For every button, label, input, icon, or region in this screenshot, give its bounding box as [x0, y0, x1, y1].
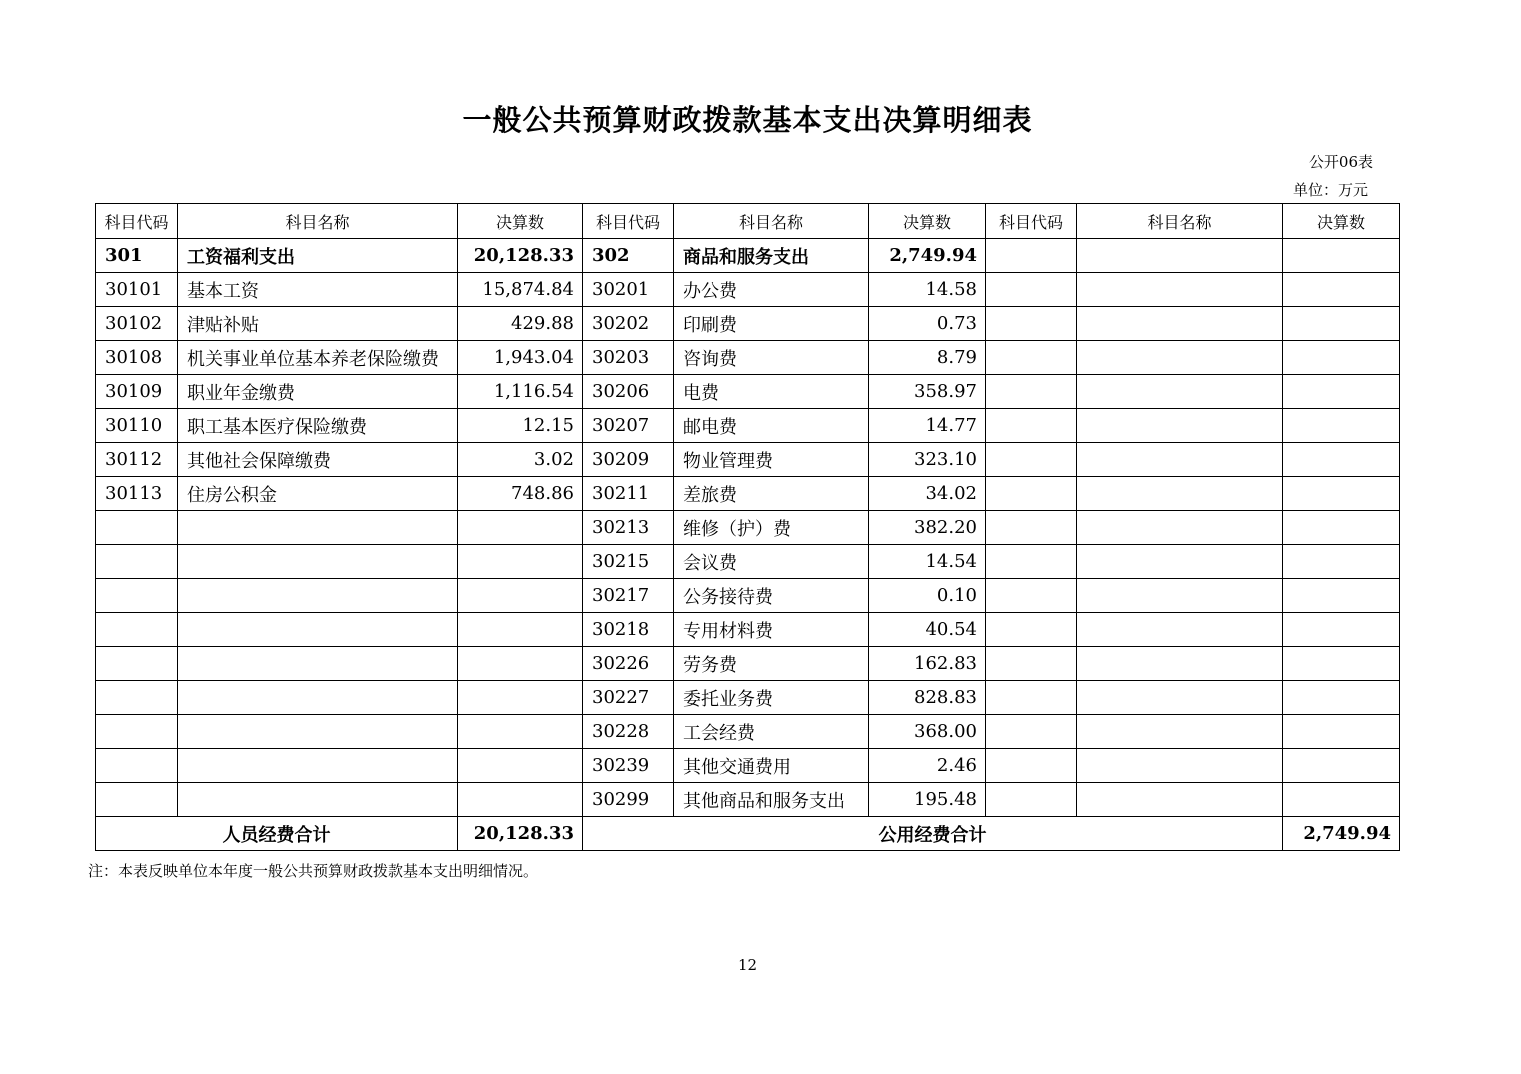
personnel-total-label: 人员经费合计 — [96, 817, 458, 851]
cell-amount-3 — [1283, 749, 1400, 783]
table-row — [96, 681, 1400, 715]
cell-name-1 — [178, 715, 458, 749]
cell-name-1 — [178, 511, 458, 545]
cell-name-3 — [1077, 749, 1283, 783]
cell-name-1 — [178, 681, 458, 715]
cell-amount-1 — [458, 749, 583, 783]
cell-code-3 — [986, 477, 1077, 511]
table-row — [96, 613, 1400, 647]
cell-code-1 — [96, 579, 178, 613]
cell-name-2: 电费 — [674, 375, 869, 409]
cell-amount-1 — [458, 511, 583, 545]
cell-code-3 — [986, 715, 1077, 749]
cell-code-3 — [986, 749, 1077, 783]
cell-code-3 — [986, 783, 1077, 817]
cell-code-2: 30215 — [583, 545, 674, 579]
cell-amount-2: 34.02 — [869, 477, 986, 511]
cell-code-1: 301 — [96, 239, 178, 273]
header-amount-3: 决算数 — [1283, 204, 1400, 239]
cell-code-2: 30218 — [583, 613, 674, 647]
cell-code-2: 30217 — [583, 579, 674, 613]
cell-name-1 — [178, 749, 458, 783]
cell-code-3 — [986, 273, 1077, 307]
table-row — [96, 341, 1400, 375]
form-number: 公开06表 — [1308, 153, 1373, 171]
cell-amount-1: 3.02 — [458, 443, 583, 477]
cell-code-2: 30299 — [583, 783, 674, 817]
cell-name-2: 会议费 — [674, 545, 869, 579]
cell-name-2: 专用材料费 — [674, 613, 869, 647]
cell-name-1: 工资福利支出 — [178, 239, 458, 273]
cell-code-1 — [96, 783, 178, 817]
header-name-1: 科目名称 — [178, 204, 458, 239]
cell-code-2: 30228 — [583, 715, 674, 749]
cell-amount-2: 382.20 — [869, 511, 986, 545]
cell-name-3 — [1077, 273, 1283, 307]
cell-amount-2: 195.48 — [869, 783, 986, 817]
cell-code-1: 30110 — [96, 409, 178, 443]
cell-amount-2: 14.58 — [869, 273, 986, 307]
table-row — [96, 715, 1400, 749]
cell-name-3 — [1077, 239, 1283, 273]
cell-code-1: 30109 — [96, 375, 178, 409]
cell-name-2: 商品和服务支出 — [674, 239, 869, 273]
cell-name-2: 其他商品和服务支出 — [674, 783, 869, 817]
cell-amount-2: 0.73 — [869, 307, 986, 341]
table-row — [96, 273, 1400, 307]
cell-amount-3 — [1283, 715, 1400, 749]
cell-amount-2: 323.10 — [869, 443, 986, 477]
header-amount-2: 决算数 — [869, 204, 986, 239]
cell-amount-3 — [1283, 647, 1400, 681]
cell-code-3 — [986, 341, 1077, 375]
cell-name-3 — [1077, 511, 1283, 545]
cell-name-2: 邮电费 — [674, 409, 869, 443]
header-code-3: 科目代码 — [986, 204, 1077, 239]
cell-name-3 — [1077, 579, 1283, 613]
cell-name-2: 委托业务费 — [674, 681, 869, 715]
cell-name-1: 津贴补贴 — [178, 307, 458, 341]
cell-name-3 — [1077, 647, 1283, 681]
cell-amount-3 — [1283, 477, 1400, 511]
cell-name-3 — [1077, 681, 1283, 715]
table-row — [96, 307, 1400, 341]
cell-amount-3 — [1283, 409, 1400, 443]
cell-name-3 — [1077, 341, 1283, 375]
cell-amount-1 — [458, 613, 583, 647]
cell-name-3 — [1077, 477, 1283, 511]
cell-amount-3 — [1283, 511, 1400, 545]
header-name-3: 科目名称 — [1077, 204, 1283, 239]
cell-amount-2: 2.46 — [869, 749, 986, 783]
cell-code-1 — [96, 715, 178, 749]
cell-amount-3 — [1283, 341, 1400, 375]
cell-amount-2: 40.54 — [869, 613, 986, 647]
cell-amount-1 — [458, 715, 583, 749]
cell-code-2: 30206 — [583, 375, 674, 409]
unit-label: 单位：万元 — [1292, 181, 1368, 199]
cell-amount-2: 162.83 — [869, 647, 986, 681]
cell-amount-2: 14.77 — [869, 409, 986, 443]
cell-code-3 — [986, 239, 1077, 273]
cell-amount-3 — [1283, 239, 1400, 273]
cell-name-2: 物业管理费 — [674, 443, 869, 477]
cell-code-2: 30239 — [583, 749, 674, 783]
cell-name-3 — [1077, 375, 1283, 409]
cell-code-2: 30211 — [583, 477, 674, 511]
cell-code-1 — [96, 681, 178, 715]
cell-code-1 — [96, 647, 178, 681]
cell-amount-1: 1,943.04 — [458, 341, 583, 375]
cell-amount-1: 1,116.54 — [458, 375, 583, 409]
cell-name-1: 机关事业单位基本养老保险缴费 — [178, 341, 458, 375]
cell-amount-3 — [1283, 443, 1400, 477]
table-row — [96, 443, 1400, 477]
cell-code-3 — [986, 307, 1077, 341]
cell-amount-2: 8.79 — [869, 341, 986, 375]
cell-amount-3 — [1283, 783, 1400, 817]
cell-amount-2: 828.83 — [869, 681, 986, 715]
table-row — [96, 409, 1400, 443]
cell-code-2: 302 — [583, 239, 674, 273]
table-note: 注：本表反映单位本年度一般公共预算财政拨款基本支出明细情况。 — [88, 862, 539, 880]
cell-amount-3 — [1283, 681, 1400, 715]
cell-amount-1: 748.86 — [458, 477, 583, 511]
cell-code-3 — [986, 409, 1077, 443]
cell-name-1: 住房公积金 — [178, 477, 458, 511]
cell-name-3 — [1077, 783, 1283, 817]
header-code-1: 科目代码 — [96, 204, 178, 239]
cell-name-2: 办公费 — [674, 273, 869, 307]
cell-amount-1 — [458, 647, 583, 681]
cell-amount-1: 429.88 — [458, 307, 583, 341]
cell-name-3 — [1077, 443, 1283, 477]
header-code-2: 科目代码 — [583, 204, 674, 239]
table-header-row — [96, 204, 1400, 239]
cell-name-3 — [1077, 307, 1283, 341]
cell-code-3 — [986, 511, 1077, 545]
cell-code-2: 30201 — [583, 273, 674, 307]
cell-name-1: 职业年金缴费 — [178, 375, 458, 409]
cell-amount-1 — [458, 545, 583, 579]
header-name-2: 科目名称 — [674, 204, 869, 239]
cell-name-3 — [1077, 409, 1283, 443]
cell-amount-1: 15,874.84 — [458, 273, 583, 307]
cell-amount-3 — [1283, 375, 1400, 409]
cell-code-2: 30209 — [583, 443, 674, 477]
cell-code-2: 30202 — [583, 307, 674, 341]
cell-amount-2: 2,749.94 — [869, 239, 986, 273]
page-number: 12 — [737, 956, 758, 974]
cell-amount-2: 14.54 — [869, 545, 986, 579]
public-total-label: 公用经费合计 — [583, 817, 1283, 851]
cell-name-1 — [178, 613, 458, 647]
public-total-value: 2,749.94 — [1283, 817, 1400, 851]
table-row — [96, 511, 1400, 545]
cell-code-2: 30207 — [583, 409, 674, 443]
cell-name-1 — [178, 545, 458, 579]
cell-name-3 — [1077, 613, 1283, 647]
totals-row — [96, 817, 1400, 851]
cell-name-1 — [178, 783, 458, 817]
cell-code-1: 30102 — [96, 307, 178, 341]
cell-code-1: 30113 — [96, 477, 178, 511]
table-row — [96, 375, 1400, 409]
expenditure-table — [95, 203, 1400, 851]
cell-name-1 — [178, 647, 458, 681]
cell-code-1: 30101 — [96, 273, 178, 307]
cell-amount-3 — [1283, 579, 1400, 613]
cell-code-2: 30213 — [583, 511, 674, 545]
cell-amount-2: 358.97 — [869, 375, 986, 409]
cell-name-2: 公务接待费 — [674, 579, 869, 613]
table-row — [96, 647, 1400, 681]
personnel-total-value: 20,128.33 — [458, 817, 583, 851]
cell-name-2: 劳务费 — [674, 647, 869, 681]
table-row — [96, 239, 1400, 273]
table-body — [96, 239, 1400, 851]
cell-amount-2: 368.00 — [869, 715, 986, 749]
cell-name-2: 咨询费 — [674, 341, 869, 375]
cell-name-1: 其他社会保障缴费 — [178, 443, 458, 477]
cell-code-1 — [96, 613, 178, 647]
cell-name-1: 基本工资 — [178, 273, 458, 307]
cell-amount-1: 12.15 — [458, 409, 583, 443]
cell-name-2: 印刷费 — [674, 307, 869, 341]
cell-name-1 — [178, 579, 458, 613]
cell-amount-1 — [458, 681, 583, 715]
cell-code-1 — [96, 511, 178, 545]
cell-code-2: 30226 — [583, 647, 674, 681]
cell-amount-1 — [458, 579, 583, 613]
cell-name-2: 维修（护）费 — [674, 511, 869, 545]
cell-amount-3 — [1283, 273, 1400, 307]
cell-amount-3 — [1283, 613, 1400, 647]
cell-name-3 — [1077, 715, 1283, 749]
cell-name-2: 差旅费 — [674, 477, 869, 511]
cell-name-2: 其他交通费用 — [674, 749, 869, 783]
table-row — [96, 545, 1400, 579]
cell-name-3 — [1077, 545, 1283, 579]
cell-code-2: 30227 — [583, 681, 674, 715]
cell-code-3 — [986, 545, 1077, 579]
cell-code-3 — [986, 443, 1077, 477]
table-row — [96, 749, 1400, 783]
cell-amount-2: 0.10 — [869, 579, 986, 613]
cell-amount-1 — [458, 783, 583, 817]
cell-code-3 — [986, 579, 1077, 613]
table-row — [96, 477, 1400, 511]
table-row — [96, 783, 1400, 817]
cell-name-2: 工会经费 — [674, 715, 869, 749]
cell-code-3 — [986, 613, 1077, 647]
cell-code-1 — [96, 749, 178, 783]
cell-code-1: 30108 — [96, 341, 178, 375]
table-row — [96, 579, 1400, 613]
cell-code-3 — [986, 647, 1077, 681]
cell-code-1 — [96, 545, 178, 579]
cell-amount-3 — [1283, 545, 1400, 579]
cell-amount-1: 20,128.33 — [458, 239, 583, 273]
cell-code-3 — [986, 375, 1077, 409]
header-amount-1: 决算数 — [458, 204, 583, 239]
page-title: 一般公共预算财政拨款基本支出决算明细表 — [462, 103, 1033, 137]
cell-code-3 — [986, 681, 1077, 715]
cell-amount-3 — [1283, 307, 1400, 341]
cell-code-1: 30112 — [96, 443, 178, 477]
cell-code-2: 30203 — [583, 341, 674, 375]
cell-name-1: 职工基本医疗保险缴费 — [178, 409, 458, 443]
